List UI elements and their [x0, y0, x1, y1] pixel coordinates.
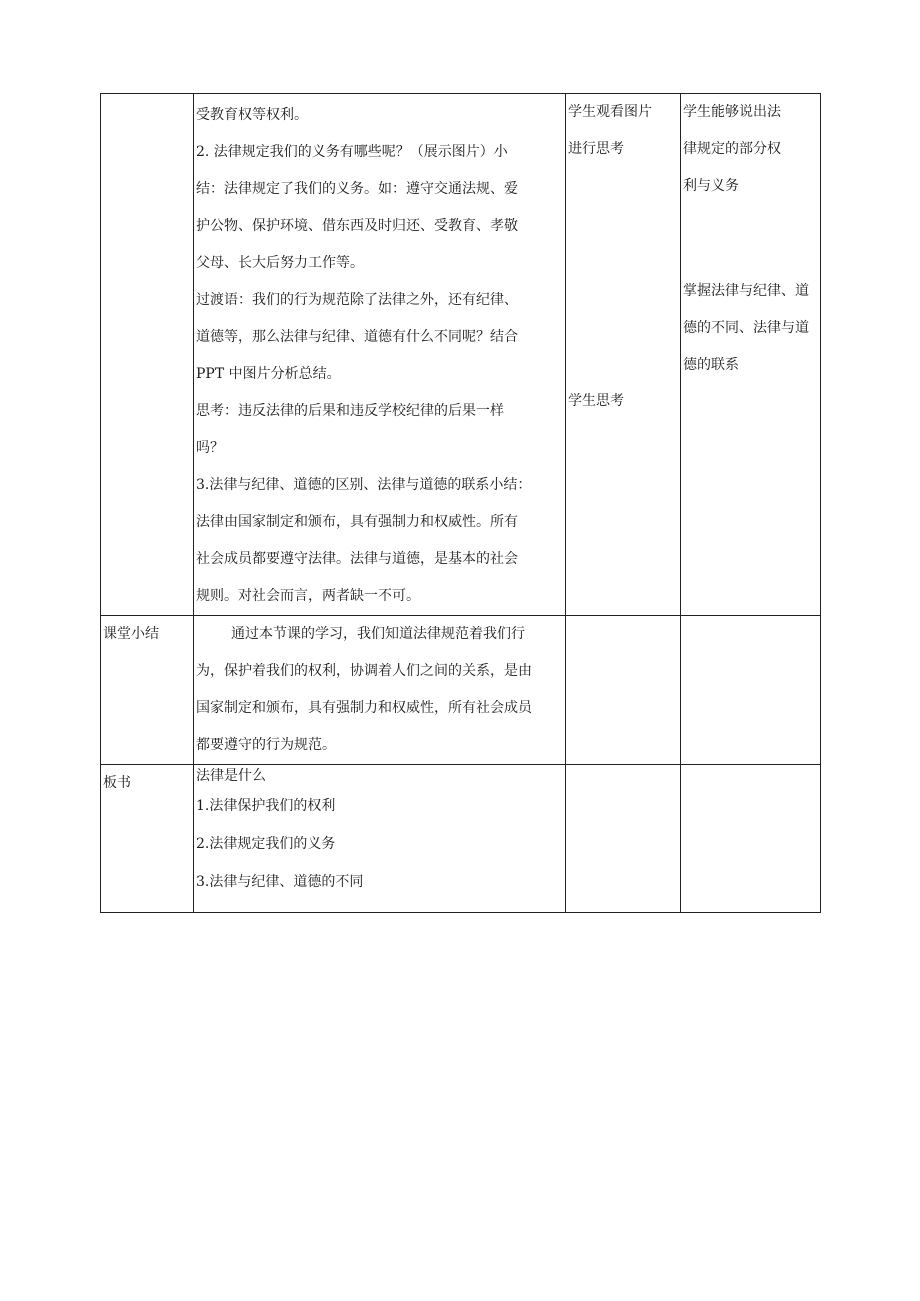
activity-line: 进行思考 [568, 141, 624, 157]
content-line: 过渡语：我们的行为规范除了法律之外，还有纪律、 [196, 292, 518, 308]
table-row-summary [101, 616, 821, 765]
activity-line: 学生思考 [568, 393, 624, 409]
goal-line: 利与义务 [683, 178, 739, 194]
content-line: 规则。对社会而言，两者缺一不可。 [196, 588, 420, 604]
empty-cell [681, 616, 821, 765]
row-label-board: 板书 [101, 765, 194, 913]
board-content-cell [194, 765, 566, 913]
row-label-main [101, 94, 194, 616]
learning-goal-cell [681, 94, 821, 616]
content-line: 2. 法律规定我们的义务有哪些呢？（展示图片）小 [196, 144, 508, 160]
board-line: 法律是什么 [196, 768, 266, 784]
board-line: 3.法律与纪律、道德的不同 [196, 874, 364, 890]
summary-line: 国家制定和颁布，具有强制力和权威性，所有社会成员 [196, 700, 532, 716]
lesson-plan-table [100, 93, 821, 913]
row-label-summary: 课堂小结 [101, 616, 194, 765]
teaching-content-cell [194, 94, 566, 616]
content-line: 3.法律与纪律、道德的区别、法律与道德的联系小结： [196, 477, 532, 493]
content-line: 道德等，那么法律与纪律、道德有什么不同呢？结合 [196, 329, 518, 345]
summary-line: 通过本节课的学习，我们知道法律规范着我们行 [231, 626, 525, 642]
empty-cell [566, 765, 681, 913]
content-line: PPT 中图片分析总结。 [196, 366, 341, 382]
content-line: 思考：违反法律的后果和违反学校纪律的后果一样 [196, 403, 504, 419]
goal-line: 德的不同、法律与道 [683, 320, 809, 336]
content-line: 法律由国家制定和颁布，具有强制力和权威性。所有 [196, 514, 518, 530]
goal-line: 学生能够说出法 [683, 104, 781, 120]
summary-line: 都要遵守的行为规范。 [196, 737, 336, 753]
student-activity-cell [566, 94, 681, 616]
board-line: 1.法律保护我们的权利 [196, 798, 336, 814]
goal-line: 德的联系 [683, 357, 739, 373]
content-line: 护公物、保护环境、借东西及时归还、受教育、孝敬 [196, 218, 518, 234]
goal-line: 律规定的部分权 [683, 141, 781, 157]
table-row-main [101, 94, 821, 616]
empty-cell [681, 765, 821, 913]
summary-line: 为，保护着我们的权利，协调着人们之间的关系，是由 [196, 663, 532, 679]
board-line: 2.法律规定我们的义务 [196, 836, 336, 852]
content-line: 吗？ [196, 440, 224, 456]
content-line: 父母、长大后努力工作等。 [196, 255, 364, 271]
content-line: 社会成员都要遵守法律。法律与道德，是基本的社会 [196, 551, 518, 567]
activity-line: 学生观看图片 [568, 104, 652, 120]
empty-cell [566, 616, 681, 765]
content-line: 受教育权等权利。 [196, 107, 308, 123]
content-line: 结：法律规定了我们的义务。如：遵守交通法规、爱 [196, 181, 518, 197]
summary-content-cell [194, 616, 566, 765]
goal-line: 掌握法律与纪律、道 [683, 283, 809, 299]
table-row-board [101, 765, 821, 913]
